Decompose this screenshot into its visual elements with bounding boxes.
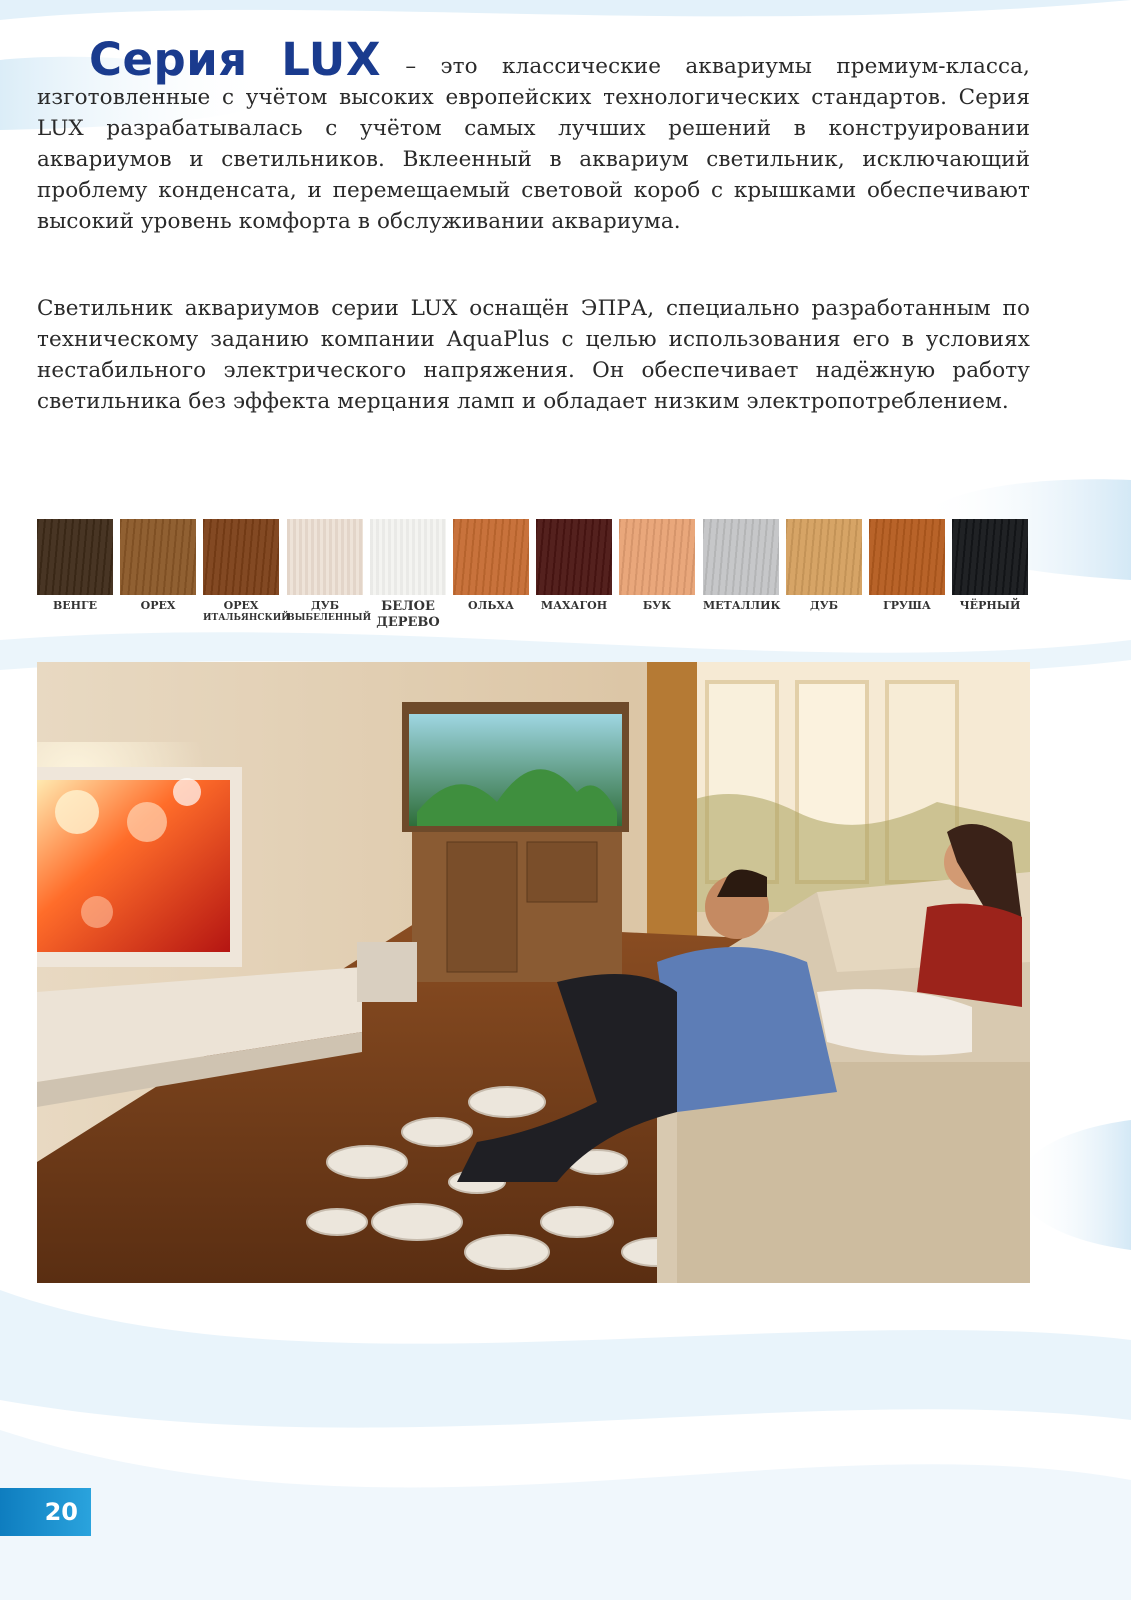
swatch-chip <box>370 519 446 595</box>
swatch-label-line1: ГРУША <box>883 599 931 612</box>
series-title: Серия LUX <box>89 33 382 86</box>
swatch-chip <box>453 519 529 595</box>
swatch-label-line1: МАХАГОН <box>540 599 608 612</box>
color-swatch <box>453 519 529 612</box>
color-swatch <box>37 519 113 612</box>
swatch-chip <box>203 519 279 595</box>
color-swatch <box>536 519 612 612</box>
page-number: 20 <box>44 1498 78 1526</box>
living-room-photo <box>37 662 1030 1283</box>
swatch-label-line1: ОРЕХ <box>140 599 176 612</box>
swatch-label-line1: ОЛЬХА <box>468 599 514 612</box>
intro-paragraph <box>37 33 1030 237</box>
swatch-label-line2: ВЫБЕЛЕННЫЙ <box>287 613 372 623</box>
swatch-chip <box>952 519 1028 595</box>
color-swatch <box>370 519 446 631</box>
swatch-label <box>619 599 695 612</box>
color-swatch <box>203 519 290 625</box>
swatch-label-line2: ИТАЛЬЯНСКИЙ <box>203 613 290 623</box>
swatch-chip <box>786 519 862 595</box>
swatch-label-line2: ДЕРЕВО <box>376 615 440 630</box>
swatch-chip <box>287 519 363 595</box>
swatch-label <box>203 599 290 625</box>
swatch-label <box>952 599 1028 612</box>
color-swatch <box>703 519 779 612</box>
color-swatch <box>619 519 695 612</box>
swatch-label <box>536 599 612 612</box>
swatch-label <box>37 599 113 612</box>
swatch-label <box>370 599 446 631</box>
swatch-label-line1: ДУБ <box>310 599 340 612</box>
swatch-label-line1: ЧЁРНЫЙ <box>959 599 1021 612</box>
swatch-label-line1: ДУБ <box>809 599 839 612</box>
color-swatch <box>786 519 862 612</box>
swatch-chip <box>536 519 612 595</box>
swatch-label <box>786 599 862 612</box>
swatch-chip <box>869 519 945 595</box>
swatch-label-line1: БУК <box>642 599 672 612</box>
swatch-chip <box>703 519 779 595</box>
swatch-label <box>453 599 529 612</box>
swatch-label <box>120 599 196 612</box>
swatch-label-line1: БЕЛОЕ <box>381 599 435 614</box>
swatch-chip <box>619 519 695 595</box>
swatch-label <box>287 599 372 625</box>
color-swatch <box>869 519 945 612</box>
ballast-paragraph: Светильник аквариумов серии LUX оснащён ЭПРА, специально разработанным по техническому заданию компании AquaPlus с целью использования его в условиях нестабильного электрического напряжения. Он обеспечивает надёжную работу светильника без эффекта мерцания ламп и обладает низким электропотреблением. <box>37 296 1030 414</box>
color-swatch <box>287 519 372 625</box>
swatch-chip <box>37 519 113 595</box>
color-swatch <box>120 519 196 612</box>
swatch-label-line1: ВЕНГЕ <box>52 599 98 612</box>
color-swatch <box>952 519 1028 612</box>
color-swatches <box>37 519 1031 634</box>
swatch-label-line1: МЕТАЛЛИК <box>703 599 781 612</box>
intro-text: – это классические аквариумы премиум-класса, изготовленные с учётом высоких европейских технологических стандартов. Серия LUX разрабатывалась с учётом самых лучших решений в конструировании аквариумов и светильников. Вклеенный в аквариум светильник, исключающий проблему конденсата, и перемещаемый световой короб с крышками обеспечивают высокий уровень комфорта в обслуживании аквариума. <box>37 54 1030 234</box>
swatch-chip <box>120 519 196 595</box>
swatch-label <box>703 599 779 612</box>
swatch-label <box>869 599 945 612</box>
swatch-label-line1: ОРЕХ <box>223 599 259 612</box>
